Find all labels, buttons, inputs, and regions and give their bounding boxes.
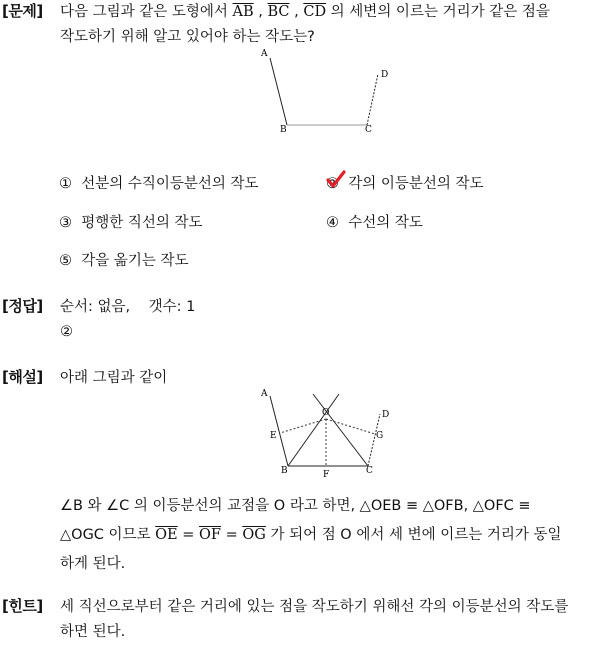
segment-og: $\overline{OG}$ bbox=[242, 527, 266, 543]
explanation-p2-a: △OGC 이므로 bbox=[60, 527, 156, 543]
segment-oe: $\overline{OE}$ bbox=[155, 527, 178, 543]
sep-2: , bbox=[289, 4, 304, 20]
hint-label: [힌트] bbox=[2, 597, 43, 615]
option-4-text: 수선의 작도 bbox=[348, 215, 423, 231]
segment-ab: $\overline{AB}$ bbox=[232, 4, 254, 20]
perp-oe bbox=[280, 419, 326, 433]
option-4-num: ④ bbox=[326, 215, 339, 231]
fig2-label-o: O bbox=[322, 408, 330, 418]
hint-text bbox=[60, 595, 590, 645]
fig-label-c: C bbox=[365, 125, 372, 135]
problem-label: [문제] bbox=[2, 2, 43, 20]
option-5[interactable] bbox=[59, 249, 189, 270]
fig-label-d: D bbox=[381, 70, 389, 80]
fig-label-b: B bbox=[280, 125, 287, 135]
problem-text bbox=[60, 0, 590, 50]
problem-figure bbox=[255, 44, 405, 136]
option-4[interactable] bbox=[326, 211, 423, 232]
option-3-text: 평행한 직선의 작도 bbox=[81, 215, 203, 231]
fig2-label-g: G bbox=[376, 431, 384, 441]
fig2-label-b: B bbox=[281, 466, 288, 476]
explanation-p2-b: 가 되어 점 O 에서 세 변에 이르는 거리가 동일 bbox=[265, 527, 562, 543]
eq-2: = bbox=[220, 527, 243, 543]
sep-1: , bbox=[253, 4, 268, 20]
problem-line1-a: 다음 그림과 같은 도형에서 bbox=[60, 4, 233, 20]
segment-of: $\overline{OF}$ bbox=[199, 527, 221, 543]
line-ab bbox=[270, 58, 287, 125]
explanation-p3: 하게 된다. bbox=[60, 556, 126, 572]
explanation-label: [해설] bbox=[2, 368, 43, 386]
problem-line2: 작도하기 위해 알고 있어야 하는 작도는? bbox=[60, 29, 315, 45]
fig2-label-c: C bbox=[366, 466, 373, 476]
fig-label-a: A bbox=[261, 49, 268, 59]
option-1-num: ① bbox=[59, 176, 72, 192]
bisector-b bbox=[288, 394, 339, 466]
eq-1: = bbox=[177, 527, 200, 543]
explanation-figure bbox=[255, 386, 405, 478]
segment-bc: $\overline{BC}$ bbox=[267, 4, 290, 20]
option-5-text: 각을 옮기는 작도 bbox=[81, 253, 189, 269]
line-cd bbox=[367, 74, 378, 125]
answer-label: [정답] bbox=[2, 297, 43, 315]
option-1[interactable] bbox=[59, 172, 259, 193]
option-1-text: 선분의 수직이등분선의 작도 bbox=[81, 176, 259, 192]
option-2-num: ② bbox=[326, 176, 339, 192]
answer-meta: 순서: 없음, 갯수: 1 bbox=[60, 299, 196, 315]
fig2-label-a: A bbox=[261, 389, 268, 399]
fig2-label-f: F bbox=[323, 470, 330, 478]
fig2-label-d: D bbox=[382, 410, 390, 420]
answer-text bbox=[60, 295, 590, 345]
fig2-label-e: E bbox=[270, 431, 277, 441]
checkmark-icon bbox=[326, 170, 346, 190]
bisector-c bbox=[313, 394, 368, 466]
option-5-num: ⑤ bbox=[59, 253, 72, 269]
answer-value: ② bbox=[60, 324, 73, 340]
explanation-body bbox=[60, 492, 590, 579]
explanation-p1: ∠B 와 ∠C 의 이등분선의 교점을 O 라고 하면, △OEB ≡ △OFB, △OFC ≡ bbox=[60, 498, 531, 514]
option-2[interactable] bbox=[326, 172, 484, 193]
option-3[interactable] bbox=[59, 211, 203, 232]
option-3-num: ③ bbox=[59, 215, 72, 231]
segment-cd: $\overline{CD}$ bbox=[303, 4, 327, 20]
hint-line1: 세 직선으로부터 같은 거리에 있는 점을 작도하기 위해선 각의 이등분선의 작도를 bbox=[60, 599, 569, 615]
option-2-text: 각의 이등분선의 작도 bbox=[348, 176, 484, 192]
hint-line2: 하면 된다. bbox=[60, 624, 126, 640]
problem-line1-b: 의 세변의 이르는 거리가 같은 점을 bbox=[326, 4, 550, 20]
explanation-intro: 아래 그림과 같이 bbox=[60, 370, 168, 386]
